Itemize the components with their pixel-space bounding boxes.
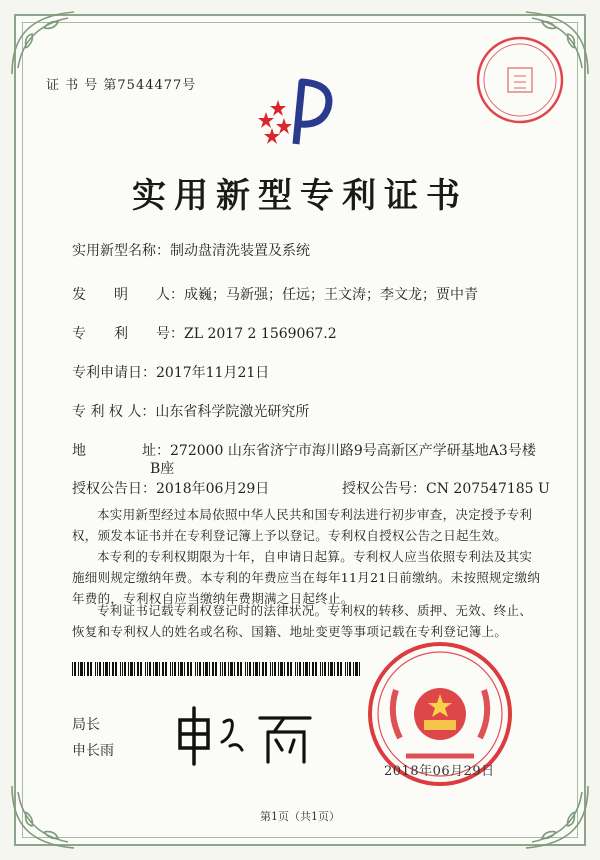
body-paragraph: 专利证书记载专利权登记时的法律状况。专利权的转移、质押、无效、终止、恢复和专利权人的姓名或名称、国籍、地址变更等事项记载在专利登记簿上。	[72, 603, 533, 639]
field-patentee	[72, 401, 309, 421]
field-value: 制动盘清洗装置及系统	[170, 243, 310, 259]
field-label: 授权公告日：	[72, 481, 156, 497]
field-grant-number	[342, 478, 550, 498]
field-value: 成巍；马新强；任远；王文涛；李文龙；贾中青	[184, 287, 478, 303]
field-value: 山东省科学院激光研究所	[155, 404, 310, 420]
field-label: 实用新型名称：	[72, 243, 170, 259]
seal-date: 2018年06月29日	[384, 764, 495, 779]
field-label: 发 明 人：	[72, 287, 184, 303]
director-signature-icon	[172, 700, 322, 770]
field-label: 地 址：	[72, 443, 170, 459]
field-filing-date	[72, 362, 269, 382]
body-paragraph: 本专利的专利权期限为十年，自申请日起算。专利权人应当依照专利法及其实施细则规定缴纳年费。本专利的年费应当在每年11月21日前缴纳。未按照规定缴纳年费的，专利权自应当缴纳年费期满之日起终止。	[72, 549, 541, 606]
field-label: 授权公告号：	[342, 481, 426, 497]
field-patent-number	[72, 323, 337, 343]
field-label: 专 利 权 人：	[72, 404, 156, 420]
body-paragraph: 本实用新型经过本局依照中华人民共和国专利法进行初步审查，决定授予专利权，颁发本证书并在专利登记簿上予以登记。专利权自授权公告之日起生效。	[72, 507, 533, 543]
field-utility-model-name	[72, 240, 310, 260]
director-title: 局长	[72, 717, 100, 733]
field-grant-date	[72, 478, 269, 498]
field-value: 2018年06月29日	[156, 481, 270, 497]
page-number: 第1页（共1页）	[260, 810, 340, 823]
patent-office-logo-icon	[256, 74, 340, 154]
field-label: 专 利 号：	[72, 326, 184, 342]
office-seal-top-icon	[474, 34, 566, 126]
barcode-icon	[72, 662, 362, 676]
field-value: CN 207547185 U	[426, 481, 550, 497]
field-inventors	[72, 284, 478, 304]
field-value: 2017年11月21日	[156, 365, 270, 381]
director-name: 申长雨	[72, 743, 114, 759]
field-value: 272000 山东省济宁市海川路9号高新区产学研基地A3号楼	[170, 443, 536, 459]
field-label: 专利申请日：	[72, 365, 156, 381]
field-value: ZL 2017 2 1569067.2	[184, 326, 337, 342]
corner-ornament-icon	[8, 8, 78, 78]
field-address	[72, 440, 536, 460]
certificate-title: 实用新型专利证书	[132, 176, 468, 216]
field-address-line-2: B座	[150, 461, 175, 477]
certificate-number: 证 书 号 第7544477号	[46, 78, 197, 93]
